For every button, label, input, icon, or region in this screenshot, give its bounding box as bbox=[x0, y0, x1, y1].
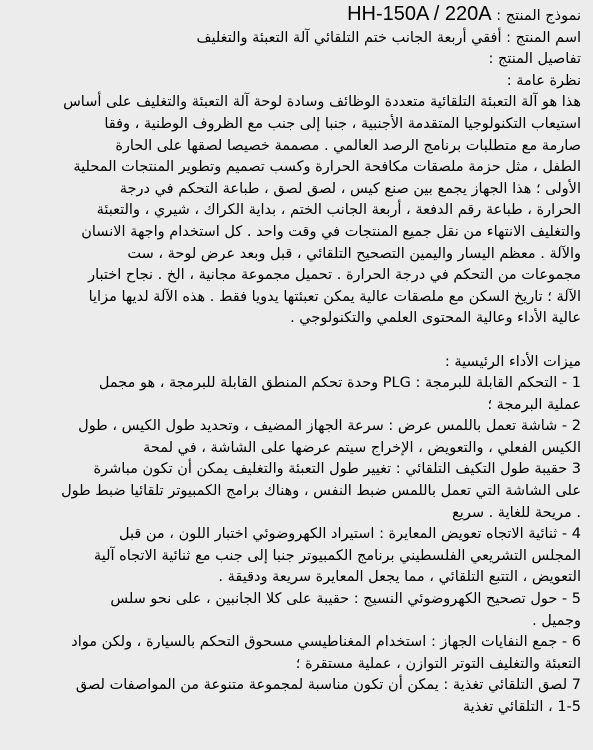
features-title: ميزات الأداء الرئيسية : bbox=[444, 353, 581, 370]
feature-line: 4 - ثنائية الاتجاه تعويض المعايرة : استيراد الكهروضوئي اختبار اللون ، من قبل bbox=[119, 526, 581, 543]
overview-line: والتغليف الانتهاء من نقل جميع المنتجات في وقت واحد . كل استخدام واجهة الانسان bbox=[81, 223, 581, 240]
feature-line: . مريحة للغاية . سريع bbox=[452, 504, 581, 521]
overview-label: نظرة عامة : bbox=[506, 72, 581, 89]
overview-line: استيعاب التكنولوجيا المتقدمة الأجنبية ، جنبا إلى جنب مع الظروف الوطنية ، وفقا bbox=[104, 115, 581, 132]
feature-line: 1 - التحكم القابلة للبرمجة : PLG وحدة تحكم المنطق القابلة للبرمجة ، هو مجمل bbox=[98, 375, 581, 392]
overview-line: الطفل ، مثل حزمة ملصقات مكافحة الحرارة وكسب تصميم وتطوير المنتجات المحلية bbox=[73, 159, 581, 176]
feature-line: المجلس التشريعي الفلسطيني برنامج الكمبيوتر جنبا إلى جنب مع ثنائية الاتجاه آلية bbox=[93, 547, 581, 564]
feature-line: 5 - حول تصحيح الكهروضوئي النسيج : حقيبة على كلا الجانبين ، على نحو سلس bbox=[110, 591, 581, 608]
model-line bbox=[8, 4, 581, 28]
overview-line: مجموعات من التحكم في درجة الحرارة . تحميل مجموعة مجانية ، الخ . نجاح اختبار bbox=[88, 267, 581, 284]
overview-line: هذا هو آلة التعبئة التلقائية متعددة الوظائف وسادة لوحة آلة التعبئة والتغليف على أساس bbox=[63, 94, 581, 111]
model-label: نموذج المنتج : bbox=[496, 8, 581, 24]
feature-line: وجميل . bbox=[532, 612, 581, 629]
details-label: تفاصيل المنتج : bbox=[488, 51, 581, 68]
paragraph-spacer bbox=[8, 330, 581, 352]
overview-line: عالية الأداء وعالية المحتوى العلمي والتكنولوجي . bbox=[290, 310, 581, 327]
overview-line: الآلة ؛ تاريخ السكن مع ملصقات عالية يمكن تعبئتها يدويا فقط . هذه الآلة لديها مزايا bbox=[88, 288, 581, 305]
product-name-line: اسم المنتج : أفقي أربعة الجانب ختم التلقائي آلة التعبئة والتغليف bbox=[196, 29, 581, 46]
overview-line: صارمة مع متطلبات برنامج الرصد العالمي . مصممة خصيصا لصقها على الحارة bbox=[115, 137, 581, 154]
overview-paragraph bbox=[8, 92, 581, 330]
feature-line: 1-5 ، التلقائي تغذية bbox=[462, 699, 581, 715]
overview-line: الأولى ؛ هذا الجهاز يجمع بين صنع كيس ، لصق لصق ، طباعة التحكم في درجة bbox=[119, 180, 581, 197]
feature-line: على الشاشة التي تعمل باللمس ضبط النفس ، وهناك برامج الكمبيوتر تلقائيا ضبط طول bbox=[61, 483, 581, 500]
feature-line: 2 - شاشة تعمل باللمس عرض : سرعة الجهاز المضيف ، وتحديد طول الكيس ، طول bbox=[78, 418, 581, 435]
feature-line: 3 حقيبة طول التكيف التلقائي : تغيير طول التعبئة والتغليف يمكن أن تكون مباشرة bbox=[93, 461, 581, 478]
overview-line: والآلة . معظم اليسار واليمين التصحيح التلقائي ، قبل وبعد عرض لوحة ، ست bbox=[127, 245, 581, 262]
feature-line: 7 لصق التلقائي تغذية : يمكن أن تكون مناسبة لمجموعة متنوعة من المواصفات لصق bbox=[75, 677, 581, 694]
overview-line: الحرارة ، طباعة رقم الدفعة ، أربعة الجانب الختم ، بداية الكراك ، شيري ، والتعبئة bbox=[96, 202, 581, 219]
feature-line: التعبئة والتغليف التوتر التوازن ، عملية مستقرة ؛ bbox=[295, 655, 581, 672]
model-code: HH-150A / 220A bbox=[347, 3, 492, 25]
feature-line: 6 - جمع النفايات الجهاز : استخدام المغناطيسي مسحوق التحكم بالسيارة ، ولكن مواد bbox=[71, 634, 581, 651]
feature-line: الكيس الفعلي ، والتعويض ، الإخراج سيتم عرضها على الشاشة ، في لمحة bbox=[143, 439, 581, 456]
features-list bbox=[8, 373, 581, 719]
feature-line: التعويض ، التتبع التلقائي ، مما يجعل المعايرة سريعة ودقيقة . bbox=[218, 569, 581, 586]
feature-line: عملية البرمجة ؛ bbox=[487, 396, 581, 413]
